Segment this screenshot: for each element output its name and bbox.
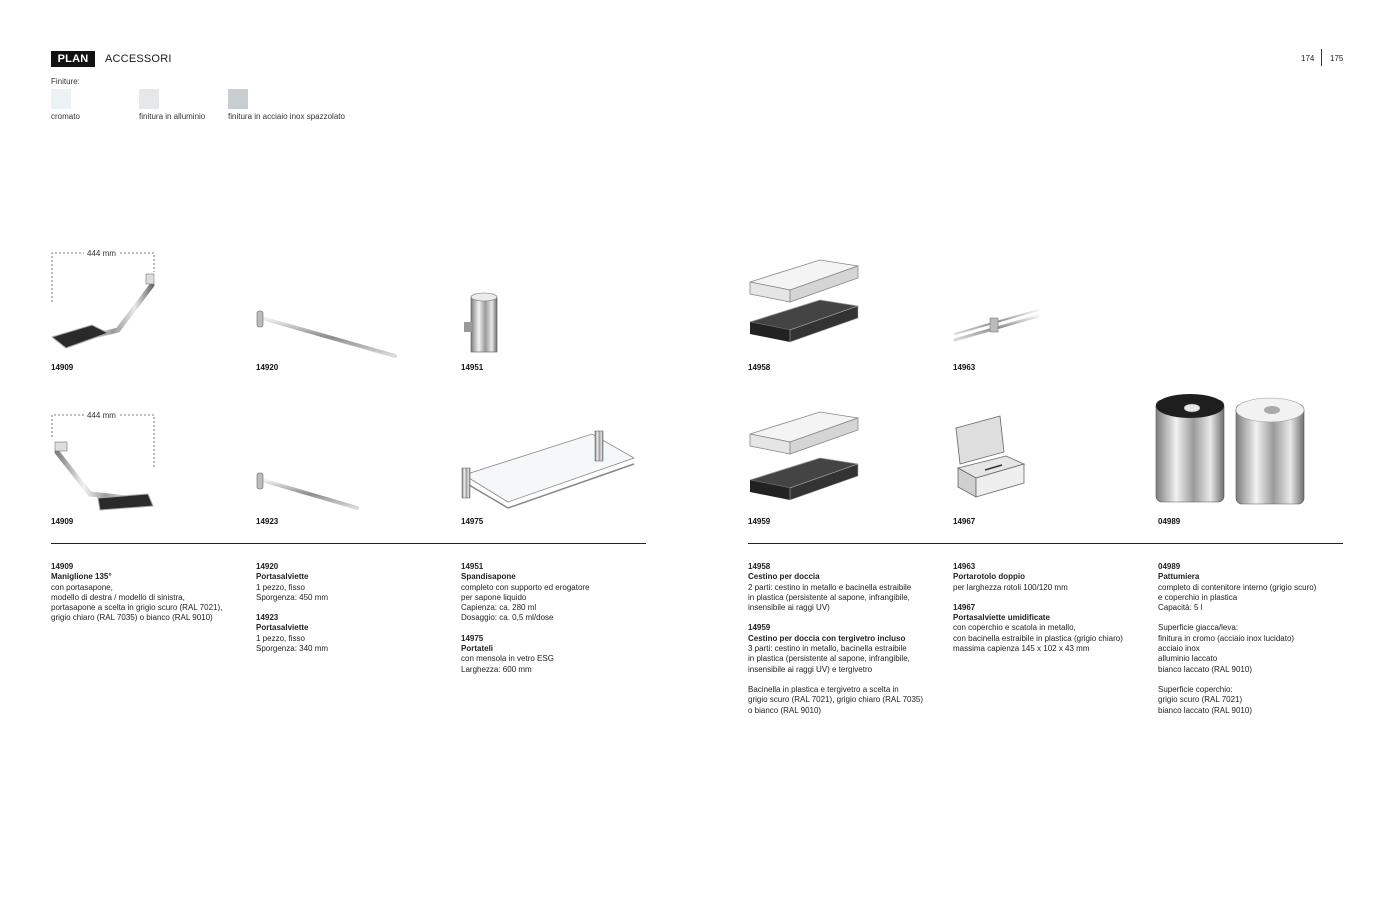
towel-rail-450-image [257,311,395,356]
code-14963: 14963 [953,363,976,372]
description-14958-14959 [748,562,938,716]
swatch-label-brushed-steel: finitura in acciaio inox spazzolato [228,112,345,121]
description-14909 [51,562,241,624]
glass-shelf-image [462,431,634,508]
divider-right [748,543,1343,544]
page-number-left: 174 [1301,54,1315,63]
finishes-label: Finiture: [51,77,80,86]
desc-code: 04989 [1158,562,1181,571]
page-number-right: 175 [1330,54,1344,63]
shower-basket-image [750,260,858,342]
desc-body: 3 parti: cestino in metallo, bacinella estraibile in plastica (persistente al sapone, infrangibile, insensibile ai raggi UV) e tergivetro [748,644,910,674]
desc-note: Bacinella in plastica e tergivetro a scelta in grigio scuro (RAL 7021), grigio chiaro (RAL 7035) o bianco (RAL 9010) [748,684,924,715]
dimension-label-bottom: 444 mm [84,411,119,420]
desc-code: 14958 [748,562,771,571]
dimension-label-top: 444 mm [84,249,119,258]
desc-code: 14967 [953,602,976,612]
desc-title: Portasalviette umidificate [953,613,1050,623]
desc-title: Portasalviette [256,572,309,582]
towel-rail-340-image [257,473,357,508]
description-04989 [1158,562,1348,716]
description-14951-14975 [461,562,651,675]
desc-body: 1 pezzo, fisso Sporgenza: 340 mm [256,633,329,654]
divider-left [51,543,646,544]
desc-title: Pattumiera [1158,572,1200,582]
desc-code: 14951 [461,562,484,571]
shower-basket-squeegee-image [750,412,858,500]
swatch-label-chrome: cromato [51,112,80,121]
code-14923: 14923 [256,517,279,526]
code-14958: 14958 [748,363,771,372]
wet-wipes-box-image [956,416,1024,497]
desc-title: Cestino per doccia [748,572,820,582]
desc-body: con portasapone, modello di destra / modello di sinistra, portasapone a scelta in grigio scuro (RAL 7021), grigio chiaro (RAL 7035) o bianco (RAL 9010) [51,582,223,623]
grab-bar-left-image [52,415,154,510]
desc-code: 14975 [461,633,484,643]
desc-code: 14920 [256,562,279,571]
desc-title: Portateli [461,644,494,654]
desc-body: 2 parti: cestino in metallo e bacinella estraibile in plastica (persistente al sapone, infrangibile, insensibile ai raggi UV) [748,582,912,613]
code-14951: 14951 [461,363,484,372]
desc-body: per larghezza rotoli 100/120 mm [953,582,1068,592]
code-14975: 14975 [461,517,484,526]
code-14920: 14920 [256,363,279,372]
code-14959: 14959 [748,517,771,526]
code-14909-top: 14909 [51,363,74,372]
desc-title: Portarotolo doppio [953,572,1025,582]
desc-body: con coperchio e scatola in metallo, con bacinella estraibile in plastica (grigio chiaro) massima capienza 145 x 102 x 43 mm [953,623,1123,654]
soap-dispenser-image [464,293,497,352]
desc-code: 14959 [748,623,771,633]
desc-body: 1 pezzo, fisso Sporgenza: 450 mm [256,582,329,602]
grab-bar-right-image [52,253,154,348]
code-04989: 04989 [1158,517,1181,526]
desc-body: con mensola in vetro ESG Larghezza: 600 mm [461,654,554,674]
description-14963-14967 [953,562,1143,654]
code-14909-bottom: 14909 [51,517,74,526]
section-title: ACCESSORI [105,53,172,65]
desc-lid-finishes: Superficie coperchio: grigio scuro (RAL 7021) bianco laccato (RAL 9010) [1158,684,1252,715]
waste-bins-image [1156,394,1304,504]
desc-title: Cestino per doccia con tergivetro incluso [748,633,906,643]
desc-code: 14909 [51,562,74,571]
swatch-label-aluminium: finitura in alluminio [139,112,206,121]
desc-body: completo con supporto ed erogatore per sapone liquido Capienza: ca. 280 ml Dosaggio: ca. 0,5 ml/dose [461,582,590,623]
desc-title: Maniglione 135° [51,572,112,582]
desc-code: 14923 [256,613,279,623]
desc-body: completo di contenitore interno (grigio scuro) e coperchio in plastica Capacità: 5 l [1158,582,1317,613]
code-14967: 14967 [953,517,976,526]
description-14920-14923 [256,562,446,654]
double-roll-holder-image [955,310,1038,340]
brand-label: PLAN [51,51,95,67]
desc-title: Portasalviette [256,623,309,633]
desc-lever-finishes: Superficie giacca/leva: finitura in cromo (acciaio inox lucidato) acciaio inox alluminio laccato bianco laccato (RAL 9010) [1158,623,1295,674]
desc-title: Spandisapone [461,572,516,582]
desc-code: 14963 [953,562,976,571]
